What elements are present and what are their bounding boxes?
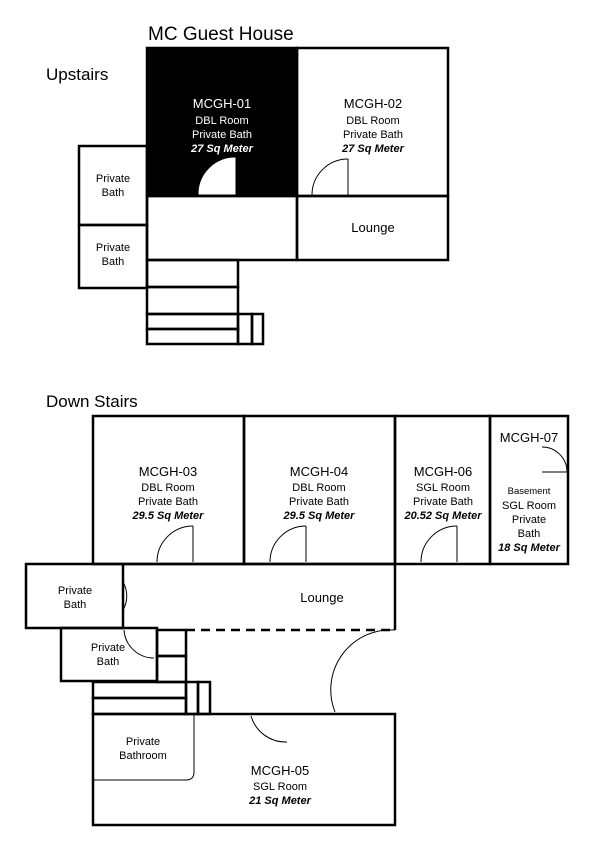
door-mcgh-02	[312, 159, 348, 195]
door-mcgh-03	[157, 526, 193, 562]
upstairs-staircase	[147, 260, 263, 344]
upstairs-bath-1-line2: Bath	[101, 187, 125, 199]
downstairs-bath-1-line1: Private	[57, 585, 93, 597]
downstairs-bathroom-line2: Bathroom	[119, 750, 167, 762]
upstairs-label: Upstairs	[46, 65, 109, 84]
mcgh-03-area: 29.5 Sq Meter	[132, 510, 204, 522]
mcgh-07-bath-line2: Bath	[517, 528, 541, 540]
upstairs-floor	[79, 48, 448, 344]
downstairs-floor	[26, 416, 568, 825]
downstairs-lounge-label: Lounge	[300, 590, 344, 605]
mcgh-07-note: Basement	[507, 486, 551, 497]
mcgh-07-area: 18 Sq Meter	[498, 542, 560, 554]
mcgh-07-type: SGL Room	[501, 500, 557, 512]
upstairs-bath-2-line1: Private	[95, 242, 131, 254]
mcgh-01-area: 27 Sq Meter	[191, 143, 253, 155]
mcgh-01-id: MCGH-01	[192, 96, 252, 111]
door-mcgh-07	[542, 447, 567, 472]
mcgh-02-id: MCGH-02	[343, 96, 403, 111]
door-downstairs-bath-2	[124, 630, 154, 658]
upstairs-private-bath-1[interactable]	[79, 146, 147, 225]
mcgh-02-bath: Private Bath	[343, 129, 403, 141]
downstairs-bath-2-line1: Private	[90, 642, 126, 654]
downstairs-private-bath-2[interactable]	[61, 628, 157, 681]
downstairs-lounge[interactable]	[123, 564, 395, 630]
door-mcgh-04	[270, 526, 306, 562]
upstairs-lounge-label: Lounge	[351, 220, 395, 235]
door-mcgh-06	[421, 526, 457, 562]
mcgh-04-id: MCGH-04	[289, 464, 349, 479]
mcgh-04-type: DBL Room	[292, 482, 346, 494]
mcgh-03-type: DBL Room	[141, 482, 195, 494]
upstairs-bath-2-line2: Bath	[101, 256, 125, 268]
mcgh-06-bath: Private Bath	[413, 496, 473, 508]
door-mcgh-05	[251, 716, 287, 742]
mcgh-05-area: 21 Sq Meter	[249, 795, 311, 807]
mcgh-01-bath: Private Bath	[192, 129, 252, 141]
mcgh-07-bath-line1: Private	[511, 514, 547, 526]
downstairs-label: Down Stairs	[46, 392, 138, 411]
upstairs-bath-1-line1: Private	[95, 173, 131, 185]
room-mcgh-05[interactable]	[93, 714, 395, 825]
mcgh-06-type: SGL Room	[415, 482, 471, 494]
mcgh-02-type: DBL Room	[346, 115, 400, 127]
plan-title: MC Guest House	[148, 24, 294, 45]
mcgh-04-bath: Private Bath	[289, 496, 349, 508]
mcgh-02-area: 27 Sq Meter	[342, 143, 404, 155]
mcgh-07-id: MCGH-07	[499, 430, 559, 445]
mcgh-01-type: DBL Room	[195, 115, 249, 127]
mcgh-03-bath: Private Bath	[138, 496, 198, 508]
door-lounge	[331, 630, 395, 712]
mcgh-06-area: 20.52 Sq Meter	[404, 510, 482, 522]
upstairs-hallway	[147, 196, 297, 260]
mcgh-04-area: 29.5 Sq Meter	[283, 510, 355, 522]
mcgh-06-id: MCGH-06	[413, 464, 473, 479]
mcgh-05-type: SGL Room	[252, 781, 308, 793]
downstairs-bath-2-line2: Bath	[96, 656, 120, 668]
downstairs-bath-1-line2: Bath	[63, 599, 87, 611]
mcgh-05-id: MCGH-05	[250, 763, 310, 778]
downstairs-bathroom-line1: Private	[125, 736, 161, 748]
mcgh-03-id: MCGH-03	[138, 464, 198, 479]
